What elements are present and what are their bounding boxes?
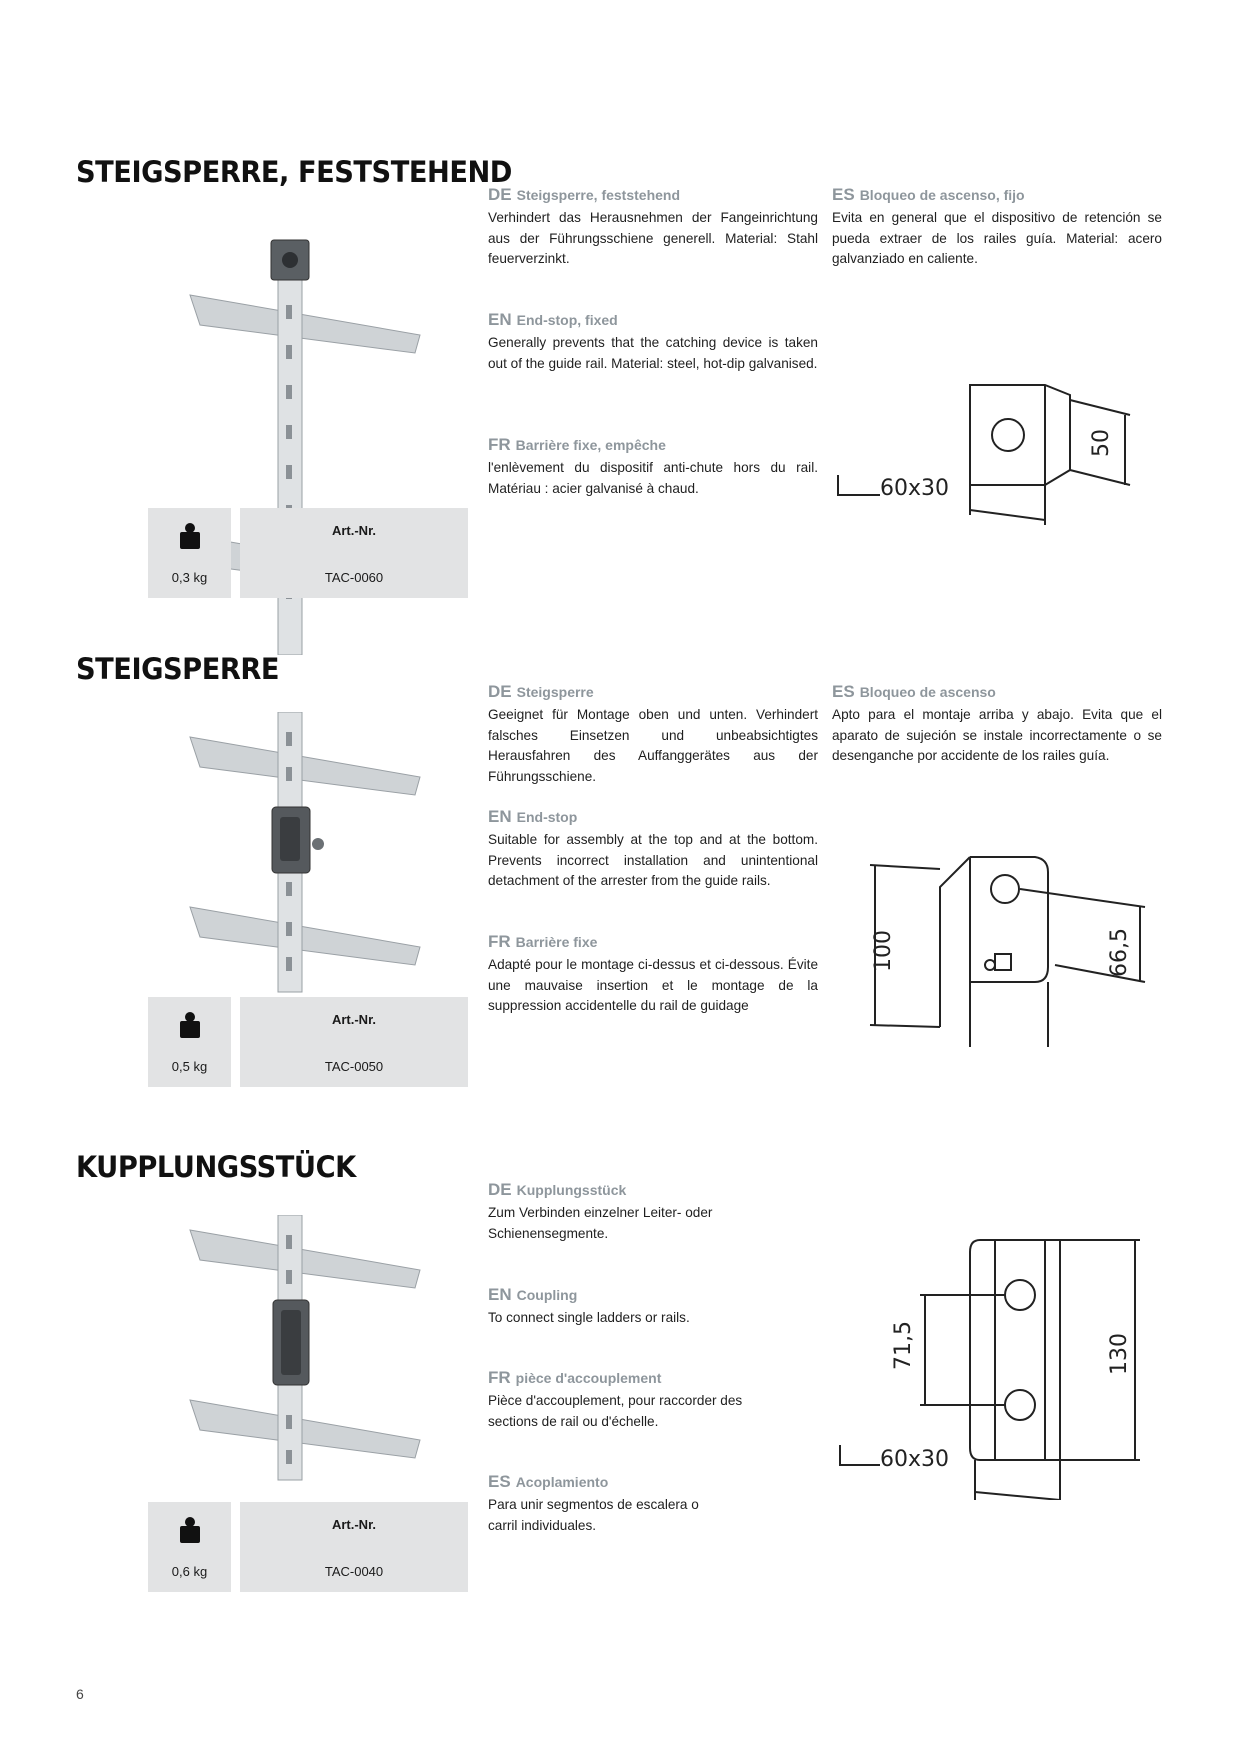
product-photo	[180, 712, 480, 1012]
text-body: Para unir segmentos de escalera o carril individuales.	[488, 1497, 699, 1533]
dimension-label: 130	[1107, 1333, 1132, 1375]
text-body: Pièce d'accouplement, pour raccorder des sections de rail ou d'échelle.	[488, 1393, 743, 1429]
spec-table	[148, 1502, 468, 1592]
text-fr	[488, 1368, 818, 1432]
text-body: Apto para el montaje arriba y abajo. Evita que el aparato de sujeción se instale incorrectamente o se desenganche por accidente de los railes guía.	[832, 707, 1162, 763]
spec-table	[148, 997, 468, 1087]
weight-cell	[148, 1502, 231, 1592]
text-body: Suitable for assembly at the top and at the bottom. Prevents incorrect installation and unintentional detachment of the arrester from the guide rails.	[488, 832, 818, 888]
text-heading: End-stop, fixed	[516, 312, 618, 328]
art-nr-value: TAC-0040	[324, 1564, 384, 1579]
dimension-label: 50	[1089, 429, 1114, 457]
dimension-label: 100	[871, 930, 896, 972]
text-heading: Bloqueo de ascenso, fijo	[859, 187, 1025, 203]
weight-icon	[178, 522, 202, 550]
text-es	[832, 185, 1162, 270]
lang-code: ES	[832, 185, 855, 204]
dimension-label: 66,5	[1107, 928, 1132, 977]
lang-code: DE	[488, 1180, 512, 1199]
text-fr	[488, 932, 818, 1017]
text-heading: Barrière fixe	[515, 934, 598, 950]
lang-code: ES	[832, 682, 855, 701]
weight-icon	[178, 1516, 202, 1544]
text-heading: Bloqueo de ascenso	[859, 684, 996, 700]
art-nr-header: Art.-Nr.	[331, 523, 377, 538]
weight-value: 0,3 kg	[171, 570, 208, 585]
weight-cell	[148, 508, 231, 598]
text-heading: Steigsperre, feststehend	[516, 187, 681, 203]
text-body: Verhindert das Herausnehmen der Fangeinrichtung aus der Führungsschiene generell. Material: Stahl feuerverzinkt.	[488, 210, 818, 266]
text-heading: Acoplamiento	[515, 1474, 609, 1490]
weight-value: 0,6 kg	[171, 1564, 208, 1579]
text-en	[488, 310, 818, 374]
lang-code: EN	[488, 310, 512, 329]
lang-code: FR	[488, 1368, 511, 1387]
text-body: Adapté pour le montage ci-dessus et ci-dessous. Évite une mauvaise insertion et le montage de la suppression accidentelle du rail de guidage	[488, 957, 818, 1013]
text-es	[488, 1472, 818, 1536]
technical-drawing	[830, 365, 1150, 585]
text-body: Generally prevents that the catching device is taken out of the guide rail. Material: steel, hot-dip galvanised.	[488, 335, 818, 371]
text-fr	[488, 435, 818, 499]
text-heading: Kupplungsstück	[516, 1182, 627, 1198]
section-title: STEIGSPERRE, FESTSTEHEND	[76, 155, 512, 189]
text-heading: pièce d'accouplement	[515, 1370, 662, 1386]
text-body: Zum Verbinden einzelner Leiter- oder Schienensegmente.	[488, 1205, 713, 1241]
text-heading: Barrière fixe, empêche	[515, 437, 666, 453]
spec-table	[148, 508, 468, 598]
technical-drawing	[840, 847, 1160, 1087]
lang-code: DE	[488, 185, 512, 204]
art-nr-cell	[240, 508, 468, 598]
dimension-label: 71,5	[891, 1321, 916, 1370]
text-body: Evita en general que el dispositivo de retención se pueda extraer de los railes guía. Material: acero galvanziado en caliente.	[832, 210, 1162, 266]
technical-drawing	[830, 1230, 1160, 1500]
art-nr-header: Art.-Nr.	[331, 1517, 377, 1532]
weight-cell	[148, 997, 231, 1087]
lang-code: FR	[488, 932, 511, 951]
lang-code: DE	[488, 682, 512, 701]
lang-code: FR	[488, 435, 511, 454]
text-de	[488, 682, 818, 787]
art-nr-cell	[240, 997, 468, 1087]
weight-icon	[178, 1011, 202, 1039]
text-de	[488, 1180, 818, 1244]
text-heading: End-stop	[516, 809, 578, 825]
dimension-label: 60x30	[880, 476, 950, 501]
art-nr-value: TAC-0060	[324, 570, 384, 585]
text-body: Geeignet für Montage oben und unten. Verhindert falsches Einsetzen und unbeabsichtigtes Herausfahren des Auffanggerätes aus der Führungsschiene.	[488, 707, 818, 784]
product-photo	[180, 1215, 480, 1495]
weight-value: 0,5 kg	[171, 1059, 208, 1074]
text-body: To connect single ladders or rails.	[488, 1310, 690, 1325]
text-en	[488, 1285, 818, 1329]
lang-code: ES	[488, 1472, 511, 1491]
section-title: STEIGSPERRE	[76, 652, 280, 686]
lang-code: EN	[488, 807, 512, 826]
dimension-label: 60x30	[880, 1447, 950, 1472]
lang-code: EN	[488, 1285, 512, 1304]
art-nr-value: TAC-0050	[324, 1059, 384, 1074]
section-title: KUPPLUNGSSTÜCK	[76, 1150, 356, 1184]
text-en	[488, 807, 818, 892]
text-de	[488, 185, 818, 270]
page-number: 6	[76, 1686, 84, 1702]
text-heading: Coupling	[516, 1287, 578, 1303]
art-nr-header: Art.-Nr.	[331, 1012, 377, 1027]
art-nr-cell	[240, 1502, 468, 1592]
text-heading: Steigsperre	[516, 684, 594, 700]
text-body: l'enlèvement du dispositif anti-chute hors du rail. Matériau : acier galvanisé à chaud.	[488, 460, 818, 496]
text-es	[832, 682, 1162, 767]
